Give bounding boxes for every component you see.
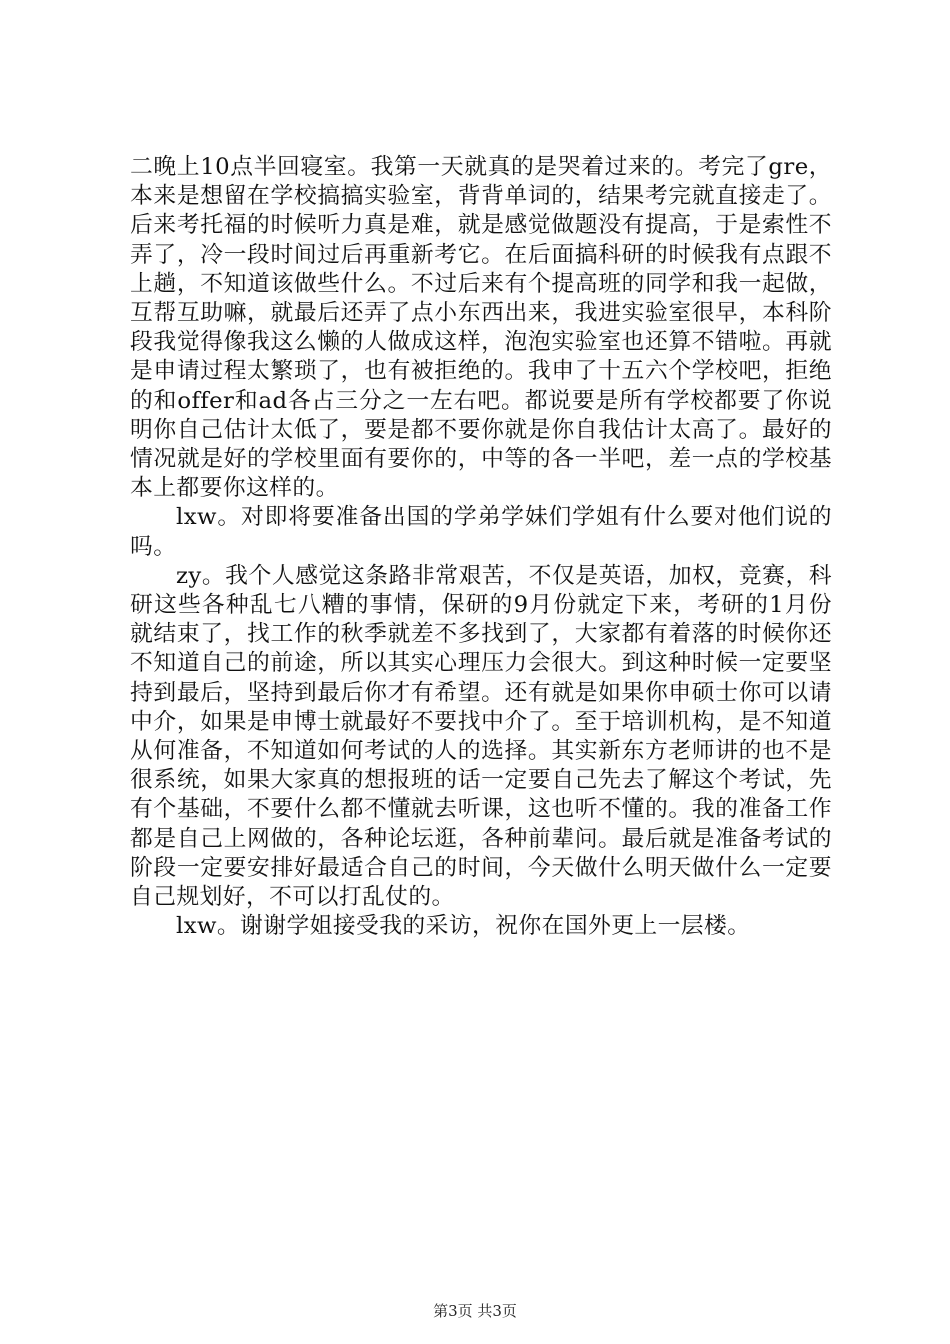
paragraph-question: lxw。对即将要准备出国的学弟学妹们学姐有什么要对他们说的吗。 [130, 504, 832, 560]
paragraph-continuation: 二晚上10点半回寝室。我第一天就真的是哭着过来的。考完了gre，本来是想留在学校搞搞实验室，背背单词的，结果考完就直接走了。后来考托福的时候听力真是难，就是感觉做题没有提高，于是索性不弄了，冷一段时间过后再重新考它。在后面搞科研的时候我有点跟不上趟，不知道该做些什么。不过后来有个提高班的同学和我一起做，互帮互助嘛，就最后还弄了点小东西出来，我进实验室很早，本科阶段我觉得像我这么懒的人做成这样，泡泡实验室也还算不错啦。再就是申请过程太繁琐了，也有被拒绝的。我申了十五六个学校吧，拒绝的和offer和ad各占三分之一左右吧。都说要是所有学校都要了你说明你自己估计太低了，要是都不要你就是你自我估计太高了。最好的情况就是好的学校里面有要你的，中等的各一半吧，差一点的学校基本上都要你这样的。 [130, 154, 832, 502]
document-body [130, 153, 832, 941]
paragraph-closing: lxw。谢谢学姐接受我的采访，祝你在国外更上一层楼。 [176, 913, 751, 940]
page-footer: 第3页 共3页 [433, 1302, 517, 1320]
paragraph-answer: zy。我个人感觉这条路非常艰苦，不仅是英语，加权，竞赛，科研这些各种乱七八糟的事情，保研的9月份就定下来，考研的1月份就结束了，找工作的秋季就差不多找到了，大家都有着落的时候你还不知道自己的前途，所以其实心理压力会很大。到这种时候一定要坚持到最后，坚持到最后你才有希望。还有就是如果你申硕士你可以请中介，如果是申博士就最好不要找中介了。至于培训机构，是不知道从何准备，不知道如何考试的人的选择。其实新东方老师讲的也不是很系统，如果大家真的想报班的话一定要自己先去了解这个考试，先有个基础，不要什么都不懂就去听课，这也听不懂的。我的准备工作都是自己上网做的，各种论坛逛，各种前辈问。最后就是准备考试的阶段一定要安排好最适合自己的时间，今天做什么明天做什么一定要自己规划好，不可以打乱仗的。 [130, 562, 832, 911]
